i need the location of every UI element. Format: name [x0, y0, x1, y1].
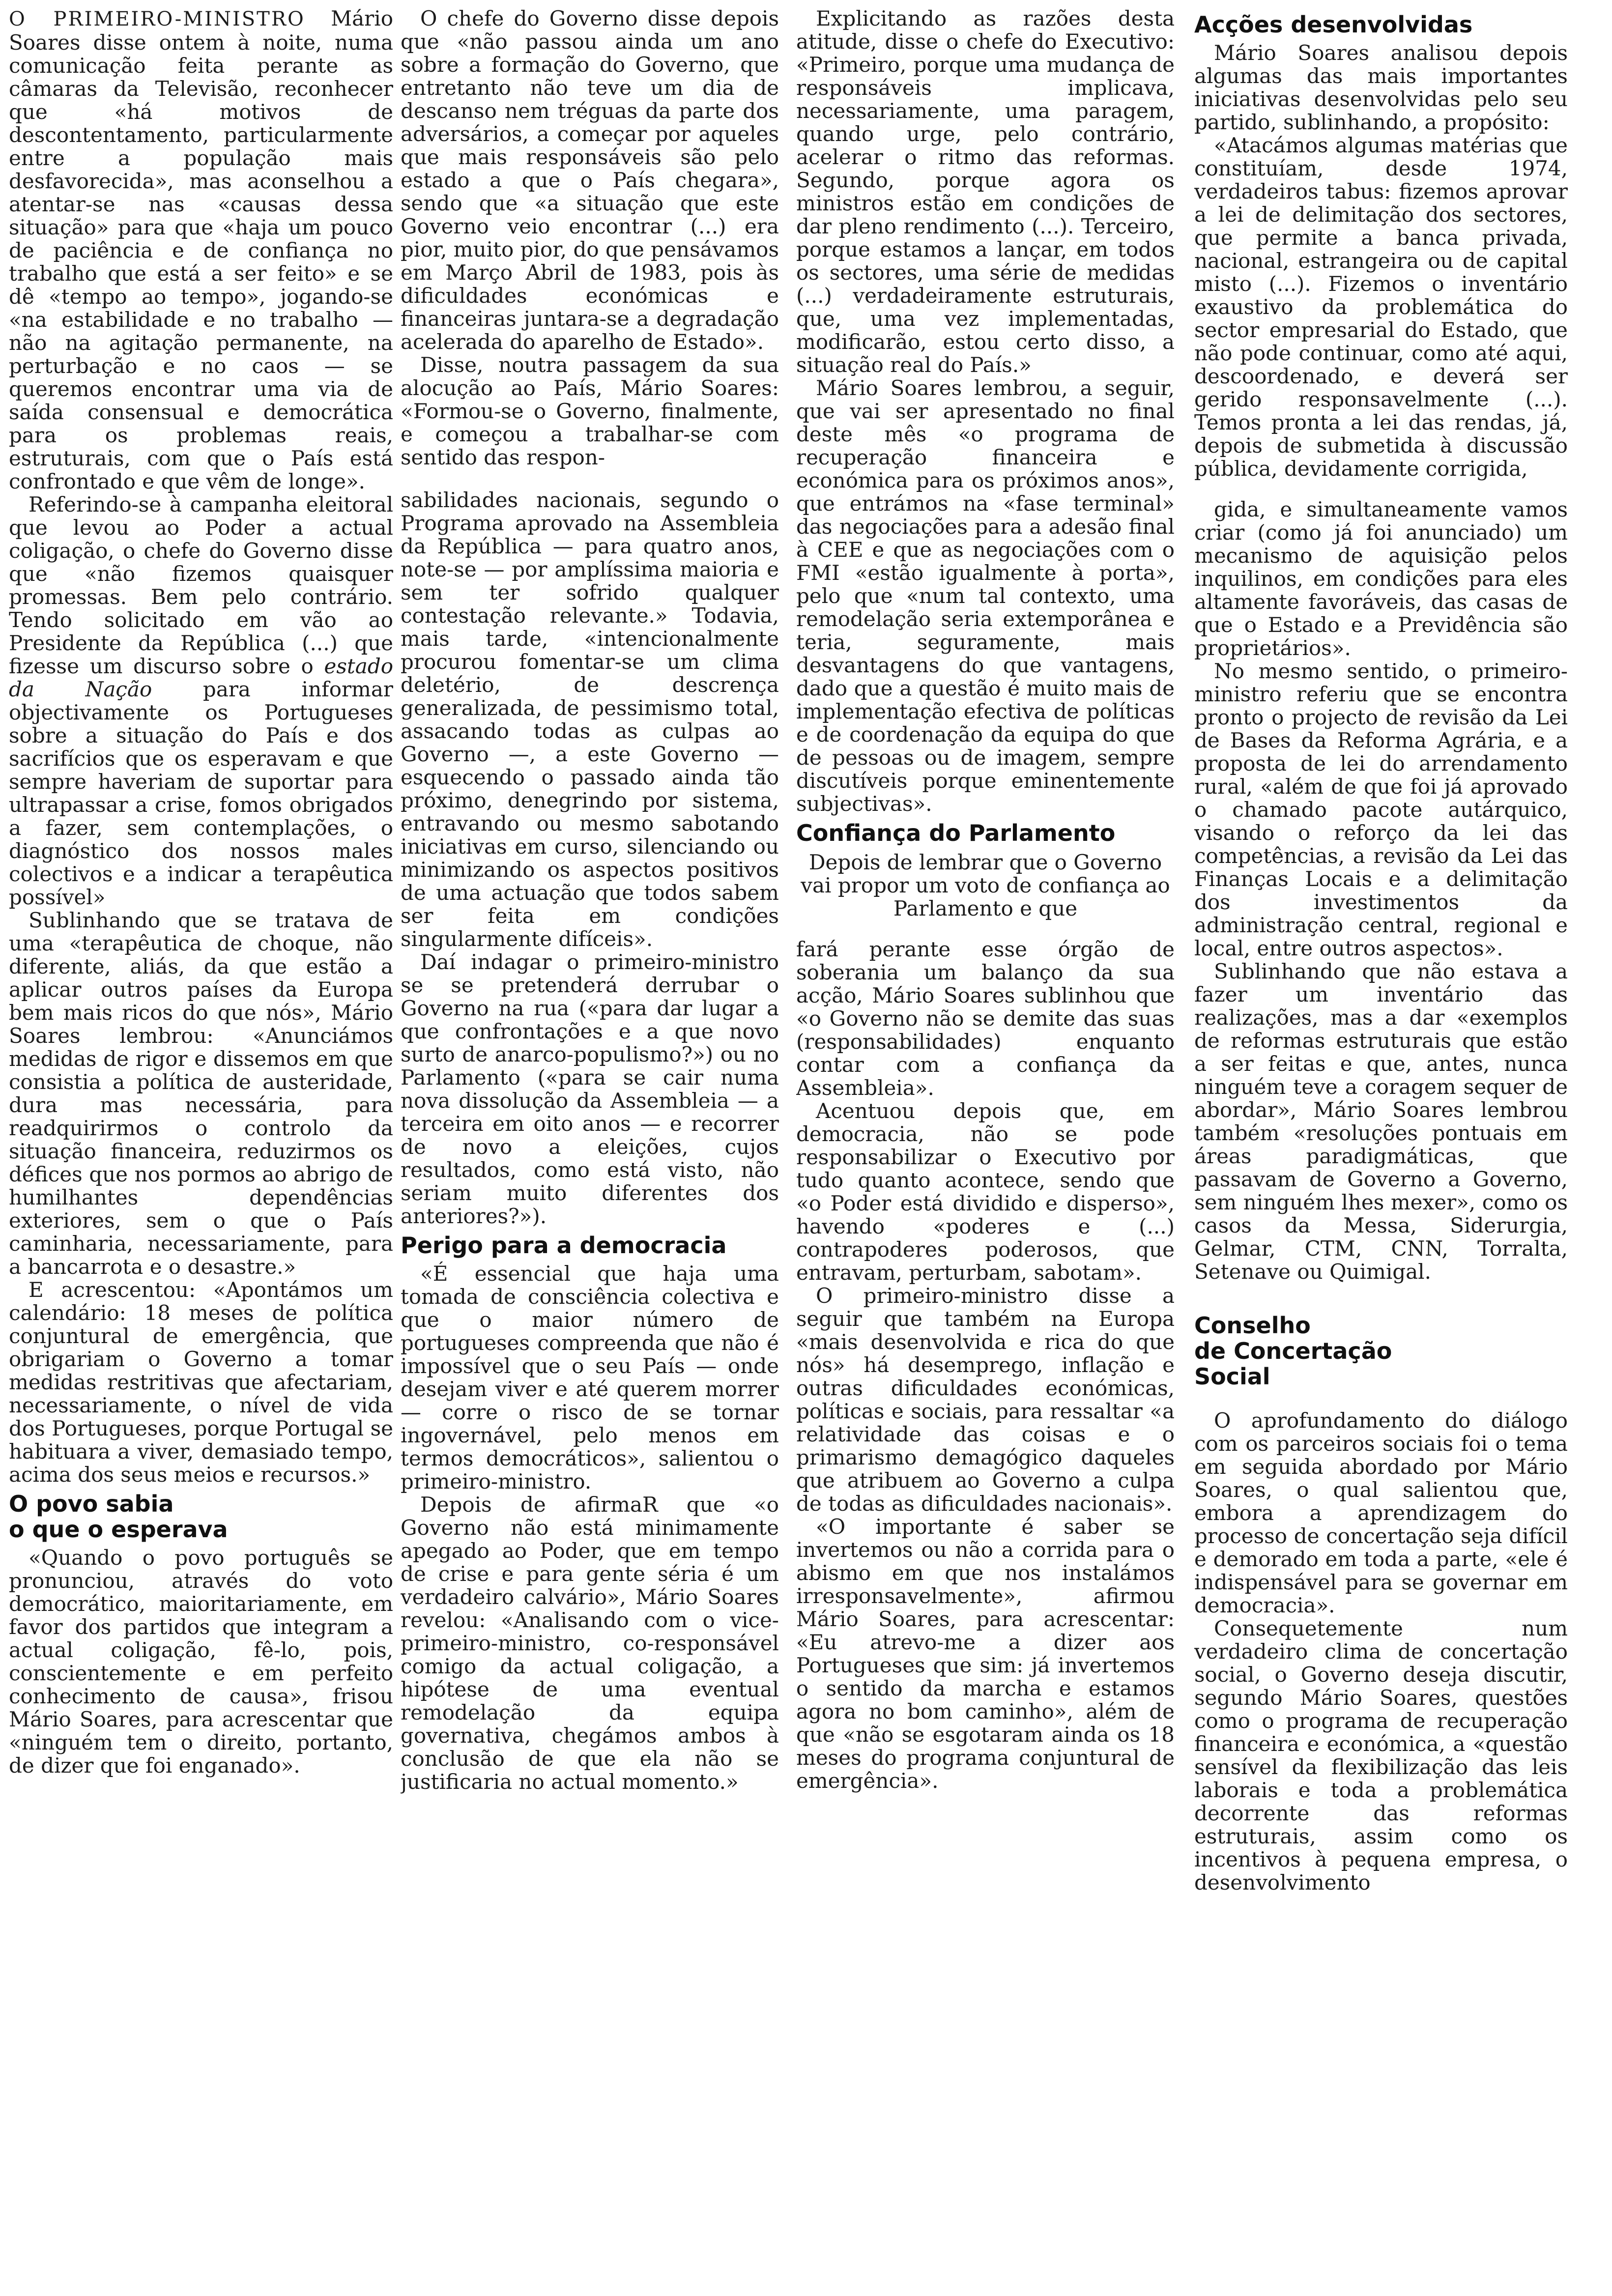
paragraph: sabilidades nacionais, segundo o Programa aprovado na Assembleia da República — para quatro anos, note-se — por amplíssima maioria e sem ter sofrido qualquer contestação relevante.» Todavia, mais tarde, «intencionalmente procurou fomentar-se um clima deletério, de descrença generalizada, de pessimismo total, assacando todas as culpas ao Governo —, a este Governo — esquecendo o passado ainda tão próximo, denegrindo por sistema, entravando ou mesmo sabotando iniciativas em curso, silenciando ou minimizando os aspectos positivos de uma actuação que todos sabem ser feita em condições singularmente difíceis». [401, 488, 779, 951]
column-4 [1194, 7, 1568, 2292]
italic-phrase: estado da Nação [9, 654, 393, 701]
subheading-paragraph: Depois de lembrar que o Governo vai propor um voto de confiança ao Parlamento e que [801, 850, 1170, 920]
paragraph: O aprofundamento do diálogo com os parceiros sociais foi o tema em seguida abordado por Mário Soares, o qual salientou que, embora a aprendizagem do processo de concertação seja difícil e demorado em toda a parte, «ele é indispensável para se governar em democracia». [1194, 1408, 1568, 1617]
paragraph: O chefe do Governo disse depois que «não passou ainda um ano sobre a formação do Governo, que entretanto não teve um dia de descanso nem tréguas da parte dos adversários, a começar por aqueles que mais responsáveis são pelo estado a que o País chegara», sendo que «a situação que este Governo veio encontrar (...) era pior, muito pior, do que pensávamos em Março Abril de 1983, pois às dificuldades económicas e financeiras juntara-se a degradação acelerada do aparelho de Estado». [401, 7, 779, 354]
article-lead: O PRIMEIRO-MINISTRO [9, 8, 305, 30]
section-heading: Conselho de Concertação Social [1194, 1312, 1392, 1390]
column-break [401, 469, 779, 487]
paragraph: Explicitando as razões desta atitude, disse o chefe do Executivo: «Primeiro, porque uma mudança de responsáveis implicava, necessariamente, uma paragem, quando urge, pelo contrário, acelerar o ritmo das reformas. Segundo, porque agora os ministros estão em condições de dar pleno rendimento (...). Terceiro, porque estamos a lançar, em todos os sectores, uma série de medidas (...) verdadeiramente estruturais, que, uma vez implementadas, modificarão, estou certo disso, a situação real do País.» [796, 7, 1175, 377]
paragraph: Referindo-se à campanha eleitoral que levou ao Poder a actual coligação, o chefe do Governo disse que «não fizemos quaisquer promessas. Bem pelo contrário. Tendo solicitado em vão ao Presidente da República (...) que fizesse um discurso sobre o estado da Nação para informar objectivamente os Portugueses sobre a situação do País e dos sacrifícios que os esperavam e que sempre haveriam de suportar para ultrapassar a crise, fomos obrigados a fazer, sem contemplações, o diagnóstico dos nossos males colectivos e a indicar a terapêutica possível» [9, 492, 393, 909]
paragraph: Mário Soares analisou depois algumas das mais importantes iniciativas desenvolvidas pelo seu partido, sublinhando, a propósito: [1194, 41, 1568, 134]
section-heading: Acções desenvolvidas [1194, 11, 1473, 38]
paragraph: Daí indagar o primeiro-ministro se se pretenderá derrubar o Governo na rua («para dar lugar a que confrontações e a que novo surto de anarco-populismo?») ou no Parlamento («para se cair numa nova dissolução da Assembleia — a terceira em oito anos — e recorrer de novo a eleições, cujos resultados, como está visto, não seriam muito diferentes dos anteriores?»). [401, 950, 779, 1228]
paragraph: gida, e simultaneamente vamos criar (como já foi anunciado) um mecanismo de aquisição pelos inquilinos, em condições para eles altamente favoráveis, das casas de que o Estado e a Previdência são proprietários». [1194, 497, 1568, 660]
paragraph: E acrescentou: «Apontámos um calendário: 18 meses de política conjuntural de emergência, que obrigariam o Governo a tomar medidas restritivas que afectariam, necessariamente, o nível de vida dos Portugueses, porque Portugal se habituara a viver, demasiado tempo, acima dos seus meios e recursos.» [9, 1278, 393, 1487]
section-heading: Perigo para a democracia [401, 1232, 727, 1259]
article-lead-paragraph [9, 7, 393, 493]
paragraph: Acentuou depois que, em democracia, não se pode responsabilizar o Executivo por tudo quanto acontece, sendo que «o Poder está dividido e disperso», havendo «poderes e (...) contrapoderes poderosos, que entravam, perturbam, sabotam». [796, 1099, 1175, 1285]
paragraph: Consequetemente num verdadeiro clima de concertação social, o Governo deseja discutir, segundo Mário Soares, questões como o programa de recuperação financeira e económica, a «questão sensível da flexibilização das leis laborais e toda a problemática decorrente das reformas estruturais, assim como os incentivos à pequena empresa, o desenvolvimento [1194, 1616, 1568, 1894]
column-break [1194, 480, 1568, 498]
paragraph: Mário Soares lembrou, a seguir, que vai ser apresentado no final deste mês «o programa de recuperação financeira e económica para os próximos anos», que entrámos na «fase terminal» das negociações para a adesão final à CEE e que as negociações com o FMI «estão igualmente à porta», pelo que «num tal contexto, uma remodelação seria extemporânea e teria, seguramente, mais desvantagens do que vantagens, dado que a questão é muito mais de implementação efectiva de políticas e de coordenação da equipa do que de pessoas ou de imagem, sempre discutíveis porque eminentemente subjectivas». [796, 376, 1175, 816]
column-3 [796, 7, 1175, 2292]
column-1 [9, 7, 393, 2292]
paragraph: Depois de afirmaR que «o Governo não está minimamente apegado ao Poder, que em tempo de crise e para gente séria é um verdadeiro calvário», Mário Soares revelou: «Analisando com o vice-primeiro-ministro, co-responsável comigo da actual coligação, a hipótese de uma eventual remodelação da equipa governativa, chegámos ambos à conclusão de que ela não se justificaria no actual momento.» [401, 1492, 779, 1794]
paragraph: No mesmo sentido, o primeiro-ministro referiu que se encontra pronto o projecto de revisão da Lei de Bases da Reforma Agrária, e a proposta de lei do arrendamento rural, «além de que foi já aprovado o chamado pacote autárquico, visando o reforço da lei das competências, a revisão da Lei das Finanças Locais e a delimitação dos investimentos da administração central, regional e local, entre outros aspectos». [1194, 659, 1568, 960]
paragraph: Disse, noutra passagem da sua alocução ao País, Mário Soares: «Formou-se o Governo, finalmente, e começou a trabalhar-se com sentido das respon- [401, 353, 779, 469]
paragraph-text: Mário Soares disse ontem à noite, numa comunicação feita perante as câmaras da Televisão, reconhecer que «há motivos de descontentamento, particularmente entre a população mais desfavorecida», mas aconselhou a atentar-se nas «causas dessa situação» para que «haja um pouco de paciência e de confiança no trabalho que está a ser feito» e se dê «tempo ao tempo», jogando-se «na estabilidade e no trabalho — não na agitação permanente, na perturbação e no caos — se queremos encontrar uma via de saída consensual e democrática para os problemas reais, estruturais, com que o País está confrontado e que vêm de longe». [9, 7, 393, 493]
paragraph: Sublinhando que se tratava de uma «terapêutica de choque, não diferente, aliás, da que estão a aplicar outros países da Europa bem mais ricos do que nós», Mário Soares lembrou: «Anunciámos medidas de rigor e dissemos em que consistia a política de austeridade, dura mas necessária, para readquirirmos o controlo da situação financeira, reduzirmos os défices que nos pormos ao abrigo de humilhantes dependências exteriores, sem o que o País caminharia, necessariamente, para a bancarrota e o desastre.» [9, 908, 393, 1279]
paragraph: «Quando o povo português se pronunciou, através do voto democrático, maioritariamente, em favor dos partidos que integram a actual coligação, fê-lo, pois, conscientemente e em perfeito conhecimento de causa», frisou Mário Soares, para acrescentar que «ninguém tem o direito, portanto, de dizer que foi enganado». [9, 1546, 393, 1778]
paragraph: «Atacámos algumas matérias que constituíam, desde 1974, verdadeiros tabus: fizemos aprovar a lei de delimitação dos sectores, que permite a banca privada, nacional, estrangeira ou de capital misto (...). Fizemos o inventário exaustivo da problemática do sector empresarial do Estado, que não pode continuar, como até aqui, descoordenado, e deverá ser gerido responsavelmente (...). Temos pronta a lei das rendas, já, depois de submetida à discussão pública, devidamente corrigida, [1194, 133, 1568, 481]
column-2 [401, 7, 779, 2292]
paragraph: «O importante é saber se invertemos ou não a corrida para o abismo em que nos instalámos irresponsavelmente», afirmou Mário Soares, para acrescentar: «Eu atrevo-me a dizer aos Portugueses que sim: já invertemos o sentido da marcha e estamos agora no bom caminho», além de que «não se esgotaram ainda os 18 meses do programa conjuntural de emergência». [796, 1515, 1175, 1793]
paragraph: «É essencial que haja uma tomada de consciência colectiva e que o maior número de portugueses compreenda que não é impossível que o seu País — onde desejam viver e até querem morrer — corre o risco de se tornar ingovernável, pelo menos em termos democráticos», salientou o primeiro-ministro. [401, 1262, 779, 1493]
paragraph: fará perante esse órgão de soberania um balanço da sua acção, Mário Soares sublinhou que «o Governo não se demite das suas (responsabilidades) enquanto contar com a confiança da Assembleia». [796, 937, 1175, 1100]
paragraph: Sublinhando que não estava a fazer um inventário das realizações, mas a dar «exemplos de reformas estruturais que estão a ser feitas e que, antes, nunca ninguém teve a coragem sequer de abordar», Mário Soares lembrou também «resoluções pontuais em áreas paradigmáticas, que passavam de Governo a Governo, sem ninguém lhes mexer», como os casos da Messa, Siderurgia, Gelmar, CTM, CNN, Torralta, Setenave ou Quimigal. [1194, 959, 1568, 1284]
section-heading: O povo sabia o que o esperava [9, 1491, 228, 1543]
section-heading: Confiança do Parlamento [796, 820, 1116, 846]
paragraph: O primeiro-ministro disse a seguir que também na Europa «mais desenvolvida e rica do que nós» há desemprego, inflação e outras dificuldades económicas, políticas e sociais, para ressaltar «a relatividade das coisas e o primarismo demagógico daqueles que atribuem ao Governo a culpa de todas as dificuldades nacionais». [796, 1284, 1175, 1516]
